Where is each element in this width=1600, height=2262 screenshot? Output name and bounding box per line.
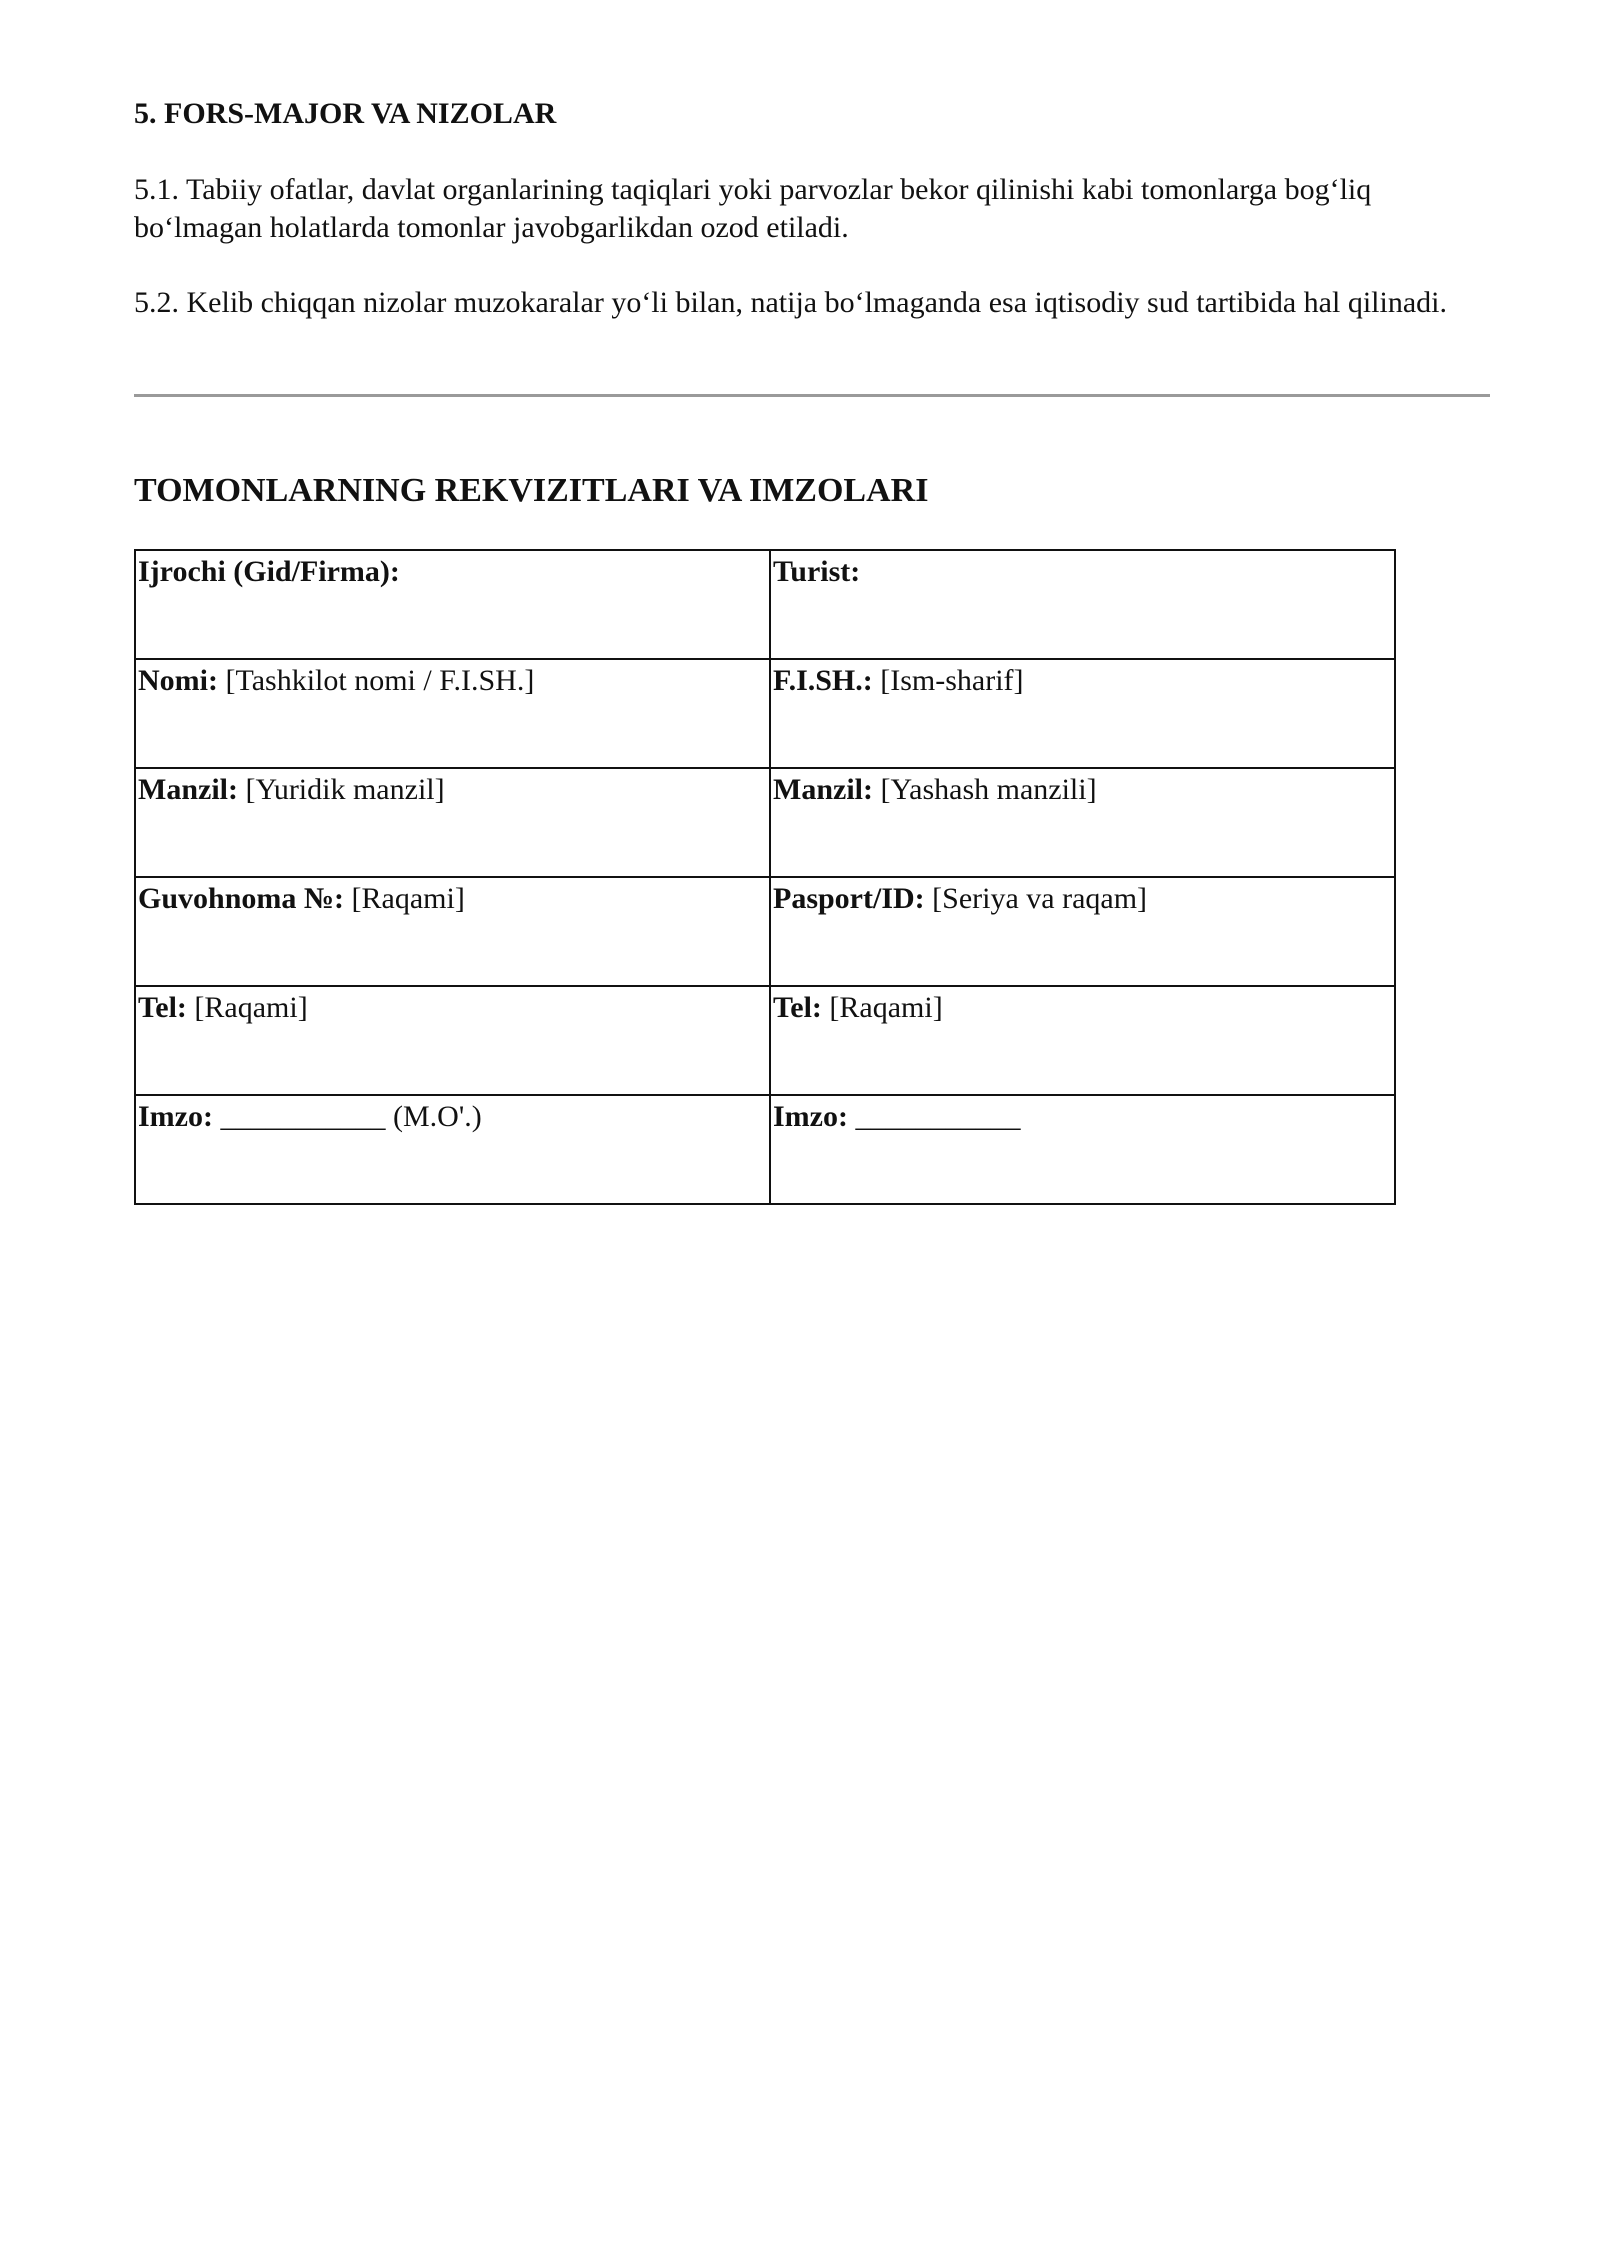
cell-label: Ijrochi (Gid/Firma): [138, 555, 400, 588]
cell-value: [Yashash manzili] [872, 773, 1097, 806]
requisites-table [134, 549, 1396, 1205]
cell-value: [Seriya va raqam] [924, 882, 1148, 915]
cell-label: Tel: [773, 991, 822, 1024]
cell-label: Guvohnoma №: [138, 882, 345, 915]
table-row [135, 659, 1395, 768]
cell-value: [Raqami] [821, 991, 943, 1024]
cell-value: [Raqami] [344, 882, 465, 915]
phone-cell-executor [135, 986, 770, 1095]
cell-label: Imzo: [138, 1100, 213, 1133]
clause-5-2: 5.2. Kelib chiqqan nizolar muzokaralar yo‘li bilan, natija bo‘lmaganda esa iqtisodiy sud tartibida hal qilinadi. [134, 286, 1447, 319]
address-cell-executor [135, 768, 770, 877]
cell-label: Imzo: [773, 1100, 848, 1133]
section-heading: 5. FORS-MAJOR VA NIZOLAR [134, 97, 557, 130]
signature-cell-executor [135, 1095, 770, 1204]
table-row [135, 550, 1395, 659]
cell-label: Tel: [138, 991, 187, 1024]
party-cell-executor [135, 550, 770, 659]
table-row [135, 768, 1395, 877]
cell-value: [Yuridik manzil] [237, 773, 445, 806]
cell-label: F.I.SH.: [773, 664, 873, 697]
cell-value: [Ism-sharif] [872, 664, 1024, 697]
phone-cell-tourist [770, 986, 1395, 1095]
cell-label: Manzil: [138, 773, 238, 806]
cell-label: Pasport/ID: [773, 882, 925, 915]
cell-value: ___________ [847, 1100, 1021, 1133]
clause-5-1: 5.1. Tabiiy ofatlar, davlat organlarining taqiqlari yoki parvozlar bekor qilinishi kabi tomonlarga bog‘liq bo‘lmagan holatlarda tomonlar javobgarlikdan ozod etiladi. [134, 173, 1372, 244]
cell-label: Manzil: [773, 773, 873, 806]
signature-cell-tourist [770, 1095, 1395, 1204]
table-row [135, 986, 1395, 1095]
table-row [135, 1095, 1395, 1204]
license-cell-executor [135, 877, 770, 986]
passport-cell-tourist [770, 877, 1395, 986]
table-row [135, 877, 1395, 986]
name-cell-tourist [770, 659, 1395, 768]
cell-value: ___________ (M.O'.) [212, 1100, 482, 1133]
horizontal-divider [134, 394, 1490, 397]
requisites-title: TOMONLARNING REKVIZITLARI VA IMZOLARI [134, 472, 929, 509]
party-cell-tourist [770, 550, 1395, 659]
cell-label: Turist: [773, 555, 861, 588]
cell-value: [Raqami] [186, 991, 308, 1024]
cell-label: Nomi: [138, 664, 218, 697]
address-cell-tourist [770, 768, 1395, 877]
cell-value: [Tashkilot nomi / F.I.SH.] [217, 664, 535, 697]
name-cell-executor [135, 659, 770, 768]
